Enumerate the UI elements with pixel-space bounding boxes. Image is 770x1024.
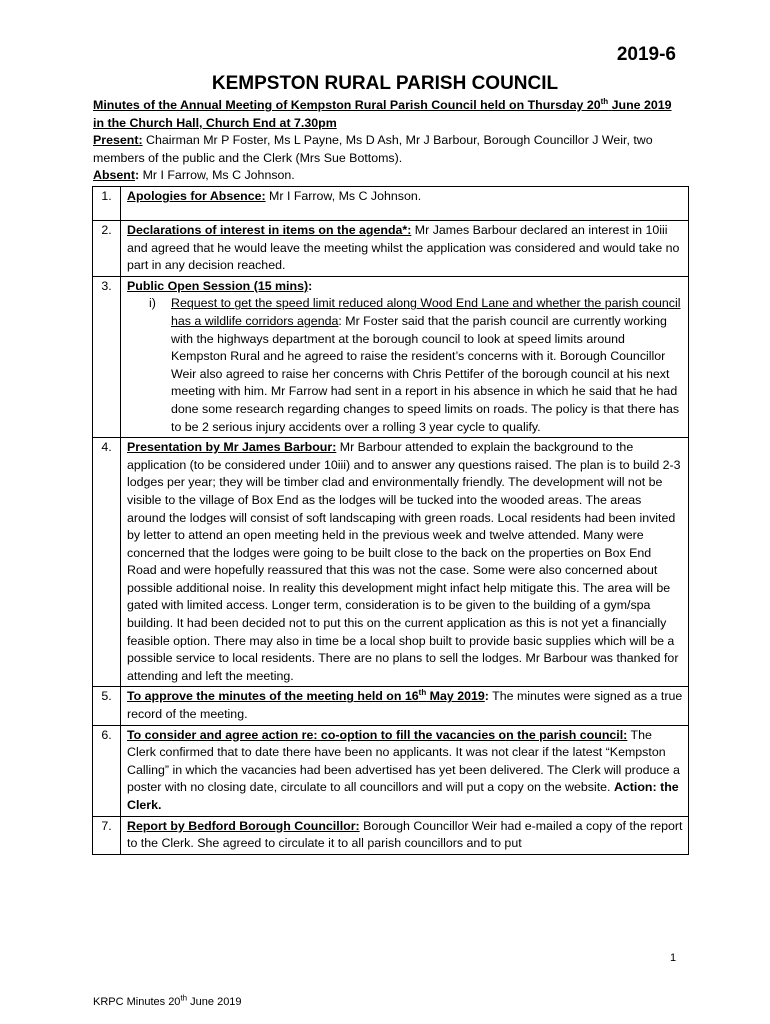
item-number: 3. (93, 276, 121, 437)
absent-label: Absent (93, 168, 135, 183)
sub-item-number: i) (149, 296, 156, 311)
item-content: To approve the minutes of the meeting held on 16th May 2019: The minutes were signed as a true record of the meeting. (121, 687, 689, 725)
present-text: Chairman Mr P Foster, Ms L Payne, Ms D Ash, Mr J Barbour, Borough Councillor J Weir, two members of the public and the Clerk (Mrs Sue Bottoms). (93, 133, 653, 165)
minutes-table (92, 186, 689, 855)
item-content: Public Open Session (15 mins): i) Request to get the speed limit reduced along Wood End Lane and whether the parish council has a wildlife corridors agenda: Mr Foster said that the parish council are currently working with the highways department at the borough council to look at speed limits around Kempston Rural and he agreed to raise the resident’s concerns with it. Borough Councillor Weir also agreed to raise her concerns with Chris Pettifer of the borough council at his next meeting with him. Mr Farrow had sent in a report in his absence in which he said that he had done some research regarding changes to speed limits on roads. The policy is that there has to be 2 serious injury accidents over a rolling 3 year cycle to qualify. (121, 276, 689, 437)
sub-item: i) Request to get the speed limit reduced along Wood End Lane and whether the parish council has a wildlife corridors agenda: Mr Foster said that the parish council are currently working with the highways department at the borough council to look at speed limits around Kempston Rural and he agreed to raise the resident’s concerns with it. Borough Councillor Weir also agreed to raise her concerns with Chris Pettifer of the borough council at his next meeting with him. Mr Farrow had sent in a report in his absence in which he said that he had done some research regarding changes to speed limits on roads. The policy is that there has to be 2 serious injury accidents over a rolling 3 year cycle to qualify. (127, 295, 683, 436)
item-content: To consider and agree action re: co-option to fill the vacancies on the parish council: The Clerk confirmed that to date there have been no applicants. It was not clear if the latest “Kempston Calling” in which the vacancies had been advertised has yet been delivered. The Clerk will produce a poster with no closing date, circulate to all councillors and will put a copy on the website. Action: the Clerk. (121, 725, 689, 816)
absent-line: Absent: Mr I Farrow, Ms C Johnson. (93, 168, 295, 183)
item-number: 6. (93, 725, 121, 816)
item-number: 4. (93, 438, 121, 687)
item-number: 1. (93, 187, 121, 221)
page-number: 1 (670, 952, 677, 964)
present-line (93, 132, 683, 167)
page-title: KEMPSTON RURAL PARISH COUNCIL (211, 73, 559, 94)
table-row (93, 725, 689, 816)
table-row (93, 687, 689, 725)
meeting-header (93, 97, 683, 185)
table-row (93, 221, 689, 277)
table-row (93, 816, 689, 854)
table-row (93, 276, 689, 437)
table-row (93, 438, 689, 687)
present-label: Present: (93, 133, 143, 148)
item-number: 7. (93, 816, 121, 854)
item-number: 2. (93, 221, 121, 277)
item-content: Declarations of interest in items on the agenda*: Mr James Barbour declared an interest in 10iii and agreed that he would leave the meeting whilst the application was considered and would take no part in any decision reached. (121, 221, 689, 277)
table-row (93, 187, 689, 221)
item-content: Report by Bedford Borough Councillor: Borough Councillor Weir had e-mailed a copy of the report to the Clerk. She agreed to circulate it to all parish councillors and to put (121, 816, 689, 854)
item-content: Apologies for Absence: Mr I Farrow, Ms C Johnson. (121, 187, 689, 221)
page-footer: KRPC Minutes 20th June 2019 (93, 993, 242, 1008)
action-note: Action: the Clerk. (127, 780, 679, 812)
item-number: 5. (93, 687, 121, 725)
meeting-subtitle: Minutes of the Annual Meeting of Kempston Rural Parish Council held on Thursday 20th June 2019 in the Church Hall, Church End at 7.30pm (93, 96, 672, 130)
item-content: Presentation by Mr James Barbour: Mr Barbour attended to explain the background to the application (to be considered under 10iii) and to answer any questions raised. The plan is to build 2-3 lodges per year; they will be timber clad and environmentally friendly. The development will not be visible to the village of Box End as the lodges will be tucked into the wooded areas. The areas around the lodges will consist of soft landscaping with green roads. Local residents had been invited by letter to attend an open meeting held in the previous week and twelve attended. Many were concerned that the lodges were going to be built close to the back on the properties on Box End Road and were hopefully reassured that this was not the case. Some were also concerned about possible additional noise. In reality this development might infact help mitigate this. The area will be gated with limited access. Longer term, consideration is to be given to the building of a gym/spa building. It had been decided not to put this on the current application as this is not yet a financially feasible option. There may also in time be a local shop built to provide basic supplies which will be a possible service to local residents. There are no plans to sell the lodges. Mr Barbour was thanked for attending and left the meeting. (121, 438, 689, 687)
document-number: 2019-6 (616, 44, 676, 65)
absent-text: Mr I Farrow, Ms C Johnson. (139, 168, 295, 183)
